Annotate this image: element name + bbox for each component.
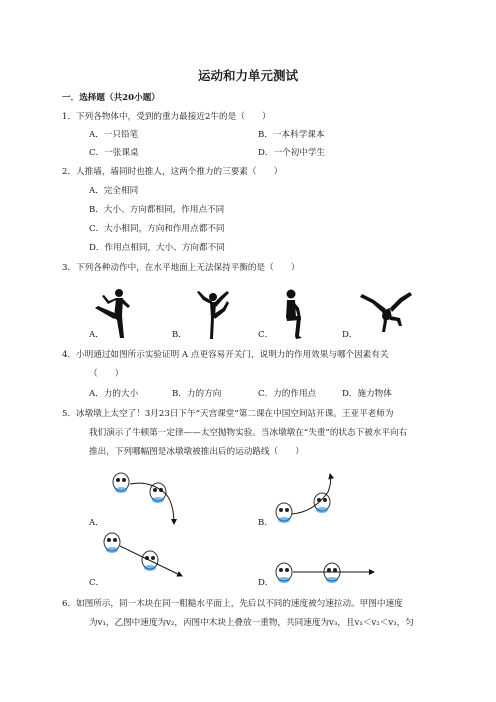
question-5-option-d: D．	[258, 578, 274, 588]
trajectory-figure-b	[270, 470, 350, 530]
question-1-option-c: C．一张课桌	[89, 148, 139, 158]
trajectory-figure-d	[270, 558, 380, 588]
question-3-stem: 3．下列各种动作中，在水平地面上无法保持平衡的是（ ）	[62, 263, 300, 273]
question-3-option-a: A．	[89, 330, 104, 340]
question-4-option-d: D．施力物体	[342, 389, 392, 399]
trajectory-figure-c	[100, 530, 190, 582]
question-2-option-d: D．作用点相同，大小、方向都不同	[89, 243, 225, 253]
section-heading: 一．选择题（共20小题）	[62, 93, 160, 103]
question-5-stem-line-3: 推出，下列哪幅图是冰墩墩被推出后的运动路线（ ）	[89, 447, 304, 457]
question-2-option-a: A．完全相同	[89, 186, 139, 196]
panda-mascot-icon	[314, 493, 330, 513]
trajectory-figure-a	[108, 470, 188, 530]
sitting-person-silhouette	[272, 288, 312, 340]
question-4-option-b: B．力的方向	[172, 389, 222, 399]
question-4-stem: 4．小明通过如图所示实验证明 A 点更容易开关门，说明力的作用效果与哪个因素有关	[62, 350, 389, 360]
panda-mascot-icon	[113, 473, 129, 493]
question-1-option-a: A．一只铅笔	[89, 130, 139, 140]
question-5-stem-line-2: 我们演示了牛顿第一定律——太空抛物实验。当冰墩墩在“失重”的状态下被水平向右	[89, 428, 408, 438]
question-4-stem-continued: （ ）	[89, 369, 124, 379]
question-5-option-a: A．	[89, 518, 104, 528]
question-5-option-c: C．	[89, 578, 105, 588]
question-6-stem-continued: 为v₁，乙图中速度为v₂，丙图中木块上叠放一重物，共同速度为v₃，且v₁＜v₂＜v₃，匀	[89, 618, 414, 628]
question-4-option-c: C．力的作用点	[258, 389, 317, 399]
breakdancer-silhouette	[356, 290, 414, 334]
question-2-option-c: C．大小相同，方向和作用点都不同	[89, 224, 225, 234]
question-6-stem: 6．如图所示，同一木块在同一粗糙水平面上，先后以不同的速度被匀速拉动。甲图中速度	[62, 599, 403, 609]
question-3-option-d: D．	[342, 330, 358, 340]
question-5-option-b: B．	[258, 518, 273, 528]
question-2-stem: 2．人推墙，墙同时也推人，这两个推力的三要素（ ）	[62, 167, 283, 177]
page-title: 运动和力单元测试	[197, 68, 298, 83]
panda-mascot-icon	[104, 533, 120, 553]
question-4-option-a: A．力的大小	[89, 389, 139, 399]
panda-mascot-icon	[324, 563, 340, 583]
question-3-option-c: C．	[258, 330, 274, 340]
panda-mascot-icon	[276, 503, 292, 523]
question-3-option-b: B．	[172, 330, 187, 340]
question-5-stem: 5．冰墩墩上太空了！3月23日下午“天宫课堂”第二课在中国空间站开课。王亚平老师为	[62, 409, 394, 419]
question-2-option-b: B．大小、方向都相同，作用点不同	[89, 205, 225, 215]
question-1-option-b: B．一本科学课本	[258, 130, 325, 140]
question-1-stem: 1．下列各物体中，受到的重力最接近2牛的是（ ）	[62, 112, 271, 122]
question-1-option-d: D．一个初中学生	[258, 148, 326, 158]
panda-mascot-icon	[276, 563, 292, 583]
ballet-dancer-silhouette	[187, 288, 231, 340]
